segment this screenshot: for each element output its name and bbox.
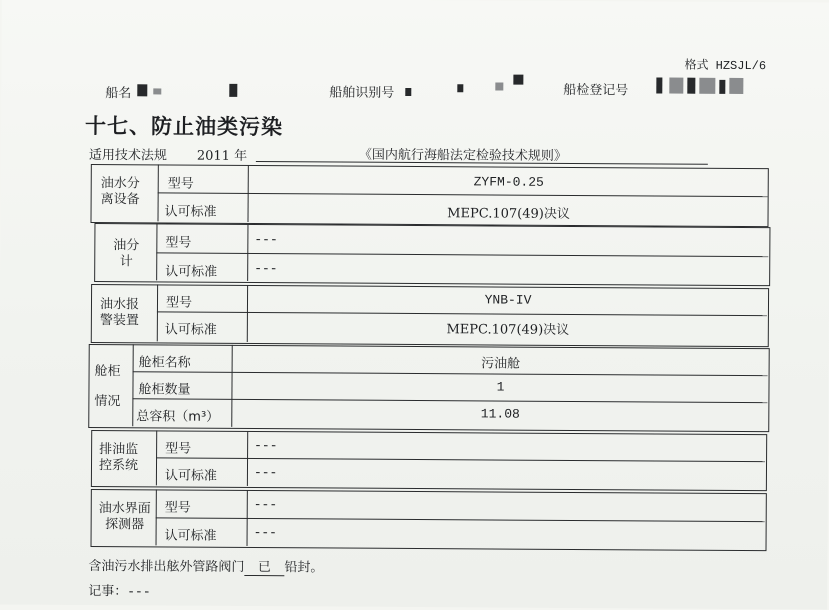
standard-label: 认可标准 — [164, 204, 217, 220]
section-name: 油水报 警装置 — [99, 297, 140, 329]
redaction-block — [669, 78, 683, 94]
form-code: 格式 HZSJL/6 — [684, 58, 767, 74]
model-label: 型号 — [164, 500, 191, 516]
model-value: --- — [254, 438, 278, 454]
standard-value: --- — [253, 465, 278, 481]
redaction-block — [656, 77, 662, 93]
section-name: 油水分 离设备 — [100, 176, 140, 208]
section-title: 十七、防止油类污染 — [85, 113, 284, 140]
redaction-block — [699, 78, 715, 94]
valve-status: 已 — [244, 556, 284, 576]
registry-label: 船检登记号 — [563, 82, 629, 99]
regulation-name: 《国内航行海船法定检验技术规则》 — [358, 147, 567, 164]
standard-label: 认可标准 — [164, 468, 218, 484]
model-value: ZYFM-0.25 — [473, 174, 544, 190]
standard-value: --- — [253, 525, 278, 541]
regulation-underline — [256, 161, 708, 165]
section-name: 舱柜 情况 — [94, 364, 121, 410]
ship-id-label: 船舶识别号 — [329, 85, 395, 101]
notes-line: 记事：--- — [88, 584, 151, 600]
model-value: --- — [253, 497, 278, 513]
redaction-block — [687, 78, 695, 94]
section-name: 油分 计 — [113, 238, 140, 270]
tank-count-label: 舱柜数量 — [138, 382, 191, 398]
tank-name-label: 舱柜名称 — [138, 355, 191, 371]
model-label: 型号 — [165, 235, 192, 251]
standard-value: MEPC.107(49)决议 — [447, 206, 570, 222]
redaction-block — [513, 75, 523, 85]
redaction-block — [719, 80, 725, 94]
redaction-block — [405, 88, 411, 96]
redaction-block — [729, 78, 743, 94]
standard-value: --- — [254, 261, 278, 277]
regulation-year: 2011 年 — [196, 148, 248, 164]
total-volume-value: 11.08 — [480, 406, 520, 422]
model-label: 型号 — [165, 441, 192, 457]
standard-label: 认可标准 — [164, 528, 217, 544]
tank-name-value: 污油舱 — [481, 356, 521, 372]
ship-name-label: 船名 — [105, 86, 132, 102]
standard-label: 认可标准 — [165, 264, 218, 280]
model-label: 型号 — [167, 176, 194, 192]
model-value: --- — [254, 232, 278, 248]
standard-value: MEPC.107(49)决议 — [446, 322, 570, 338]
redaction-block — [137, 84, 147, 96]
redaction-block — [153, 88, 161, 94]
tank-count-value: 1 — [496, 379, 505, 395]
redaction-block — [457, 84, 463, 92]
standard-label: 认可标准 — [164, 322, 217, 338]
model-label: 型号 — [165, 295, 193, 311]
model-value: YNB-IV — [484, 292, 532, 308]
section-name: 排油监 控系统 — [98, 442, 139, 474]
section-name: 油水界面 探测器 — [98, 501, 151, 533]
redaction-block — [495, 82, 503, 90]
regulation-label: 适用技术法规 — [88, 148, 167, 164]
valve-sealed-statement: 含油污水排出舷外管路阀门 已 铅封。 — [88, 555, 323, 576]
total-volume-label: 总容积（m³） — [136, 409, 220, 425]
redaction-block — [229, 84, 237, 97]
